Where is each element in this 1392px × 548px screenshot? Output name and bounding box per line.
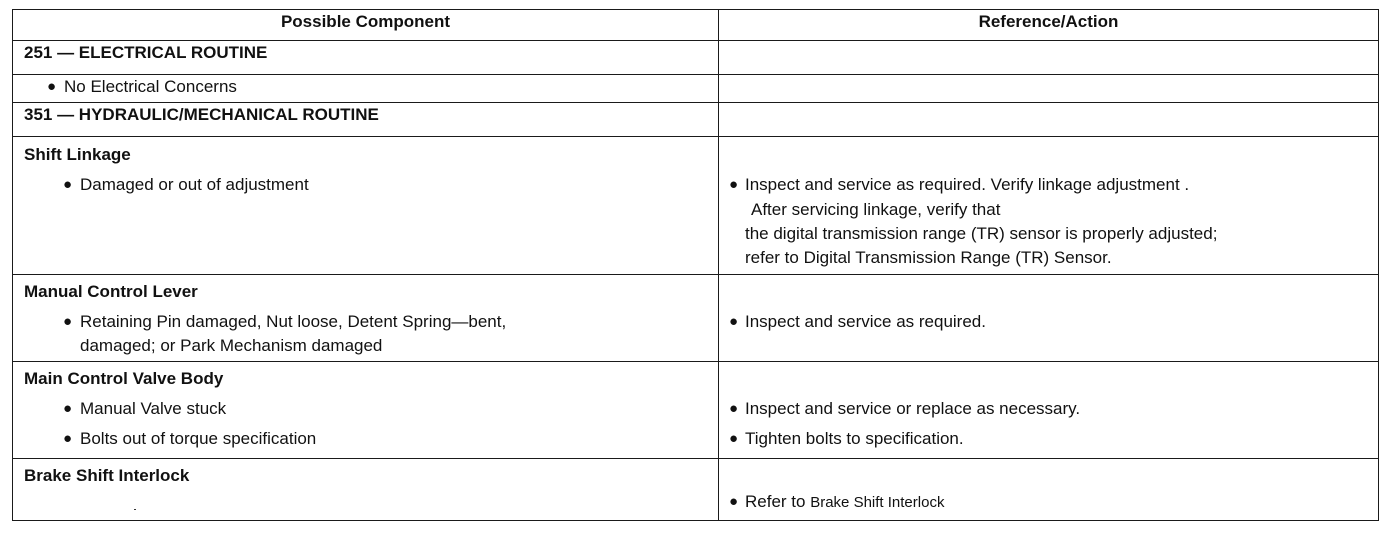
component-item-text: Retaining Pin damaged, Nut loose, Detent Spring—bent,: [80, 312, 507, 331]
action-text: Inspect and service as required. Verify linkage adjustment .: [745, 175, 1190, 194]
section-title-electrical: 251 — ELECTRICAL ROUTINE: [13, 41, 719, 75]
bullet-icon: ●: [729, 493, 739, 510]
list-item: [13, 397, 718, 421]
action-text: After servicing linkage, verify that: [751, 200, 1001, 219]
diagnosis-table: [12, 9, 1379, 521]
group-title-main-control-valve-body: Main Control Valve Body: [24, 369, 224, 388]
component-item-text: Bolts out of torque specification: [80, 429, 317, 448]
reference-link-text: Brake Shift Interlock: [810, 494, 945, 511]
group-title-shift-linkage: Shift Linkage: [24, 145, 131, 164]
table-row-main-control-valve-body: [13, 362, 1379, 459]
action-text: Tighten bolts to specification.: [745, 429, 964, 448]
action-text: the digital transmission range (TR) sensor is properly adjusted;: [745, 224, 1218, 243]
list-item: [13, 173, 718, 197]
empty-action-cell: [719, 103, 1379, 137]
table-row-shift-linkage: [13, 137, 1379, 275]
section-title-hydraulic: 351 — HYDRAULIC/MECHANICAL ROUTINE: [13, 103, 719, 137]
empty-action-cell: [719, 75, 1379, 103]
component-item-text: Manual Valve stuck: [80, 399, 227, 418]
action-text: Refer to: [745, 492, 806, 511]
component-item-text: No Electrical Concerns: [64, 77, 237, 96]
component-item-text: Damaged or out of adjustment: [80, 175, 309, 194]
list-item: [719, 397, 1378, 421]
group-title-brake-shift-interlock: Brake Shift Interlock: [24, 466, 190, 485]
bullet-icon: ●: [729, 430, 739, 447]
bullet-icon: ●: [729, 176, 739, 193]
table-row-brake-shift-interlock: [13, 459, 1379, 521]
list-item: [719, 310, 1378, 334]
section-row-electrical: [13, 41, 1379, 75]
list-item: [13, 75, 718, 99]
group-title-manual-control-lever: Manual Control Lever: [24, 282, 198, 301]
list-item: [719, 173, 1378, 197]
table-row-no-electrical: [13, 75, 1379, 103]
empty-action-cell: [719, 41, 1379, 75]
table-header-row: [13, 10, 1379, 41]
action-text: Inspect and service as required.: [745, 312, 986, 331]
component-item-text: damaged; or Park Mechanism damaged: [80, 336, 383, 355]
list-item: [13, 427, 718, 451]
column-header-action: Reference/Action: [719, 10, 1379, 41]
action-text: refer to Digital Transmission Range (TR) Sensor.: [745, 248, 1112, 267]
column-header-component: Possible Component: [13, 10, 719, 41]
list-item: [13, 310, 718, 334]
list-item: [719, 490, 1378, 515]
action-text: Inspect and service or replace as necessary.: [745, 399, 1081, 418]
bullet-icon: ●: [63, 176, 73, 193]
bullet-icon: ●: [63, 430, 73, 447]
list-item: [719, 427, 1378, 451]
bullet-icon: ●: [63, 400, 73, 417]
bullet-icon: ●: [47, 78, 57, 95]
bullet-icon: ●: [729, 400, 739, 417]
stray-mark: [134, 509, 136, 510]
bullet-icon: ●: [63, 313, 73, 330]
section-row-hydraulic: [13, 103, 1379, 137]
table-row-manual-control-lever: [13, 275, 1379, 362]
bullet-icon: ●: [729, 313, 739, 330]
